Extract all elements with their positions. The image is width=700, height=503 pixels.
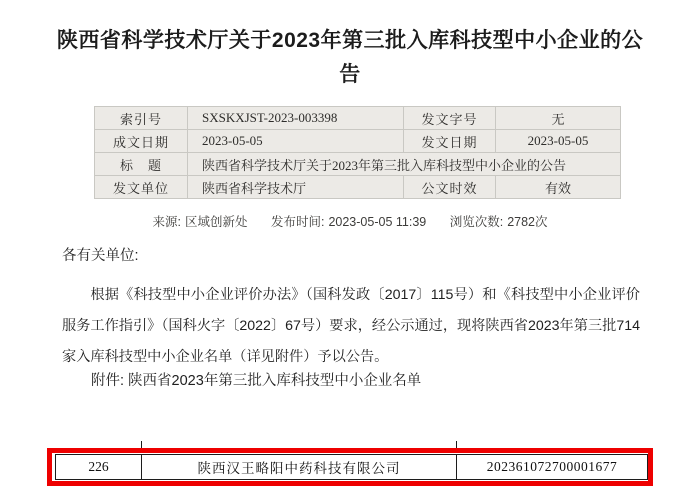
index-number-value: SXSKXJST-2023-003398 — [188, 107, 404, 130]
publish-info-line — [0, 212, 700, 230]
title-value: 陕西省科学技术厅关于2023年第三批入库科技型中小企业的公告 — [188, 153, 621, 176]
issuing-unit-label: 发文单位 — [95, 176, 188, 199]
source-label: 来源: — [152, 215, 181, 229]
written-date-value: 2023-05-05 — [188, 130, 404, 153]
index-number-label: 索引号 — [95, 107, 188, 130]
meta-row-title — [95, 153, 621, 176]
attachment-line: 附件: 陕西省2023年第三批入库科技型中小企业名单 — [91, 373, 422, 389]
view-count-segment — [450, 215, 548, 229]
meta-row-index — [95, 107, 621, 130]
salutation-text: 各有关单位: — [62, 248, 139, 264]
enterprise-row-number: 226 — [56, 455, 142, 479]
validity-label: 公文时效 — [404, 176, 496, 199]
source-value: 区域创新处 — [184, 215, 248, 229]
enterprise-company-name: 陕西汉王略阳中药科技有限公司 — [142, 455, 457, 479]
metadata-table — [94, 106, 621, 199]
enterprise-registration-code: 202361072700001677 — [486, 459, 618, 474]
doc-number-value: 无 — [496, 107, 621, 130]
announcement-paragraph: 根据《科技型中小企业评价办法》（国科发政〔2017〕115号）和《科技型中小企业评价服务工作指引》（国科火字〔2022〕67号）要求，经公示通过，现将陕西省2023年第三批714家入库科技型中小企业名单（详见附件）予以公告。 — [62, 287, 640, 365]
written-date-label: 成文日期 — [95, 130, 188, 153]
issue-date-value: 2023-05-05 — [496, 130, 621, 153]
meta-row-dates — [95, 130, 621, 153]
validity-value: 有效 — [496, 176, 621, 199]
view-count-label: 浏览次数: — [449, 215, 504, 229]
publish-time-value: 2023-05-05 11:39 — [328, 215, 427, 229]
meta-row-issuer — [95, 176, 621, 199]
title-label: 标 题 — [95, 153, 188, 176]
publish-time-segment — [271, 215, 430, 229]
doc-number-label: 发文字号 — [404, 107, 496, 130]
publish-time-label: 发布时间: — [270, 215, 325, 229]
source-segment — [152, 215, 250, 229]
issue-date-label: 发文日期 — [404, 130, 496, 153]
enterprise-table-row — [55, 454, 648, 480]
issuing-unit-value: 陕西省科学技术厅 — [188, 176, 404, 199]
page-title: 陕西省科学技术厅关于2023年第三批入库科技型中小企业的公告 — [56, 29, 644, 86]
view-count-value: 2782次 — [507, 215, 548, 229]
